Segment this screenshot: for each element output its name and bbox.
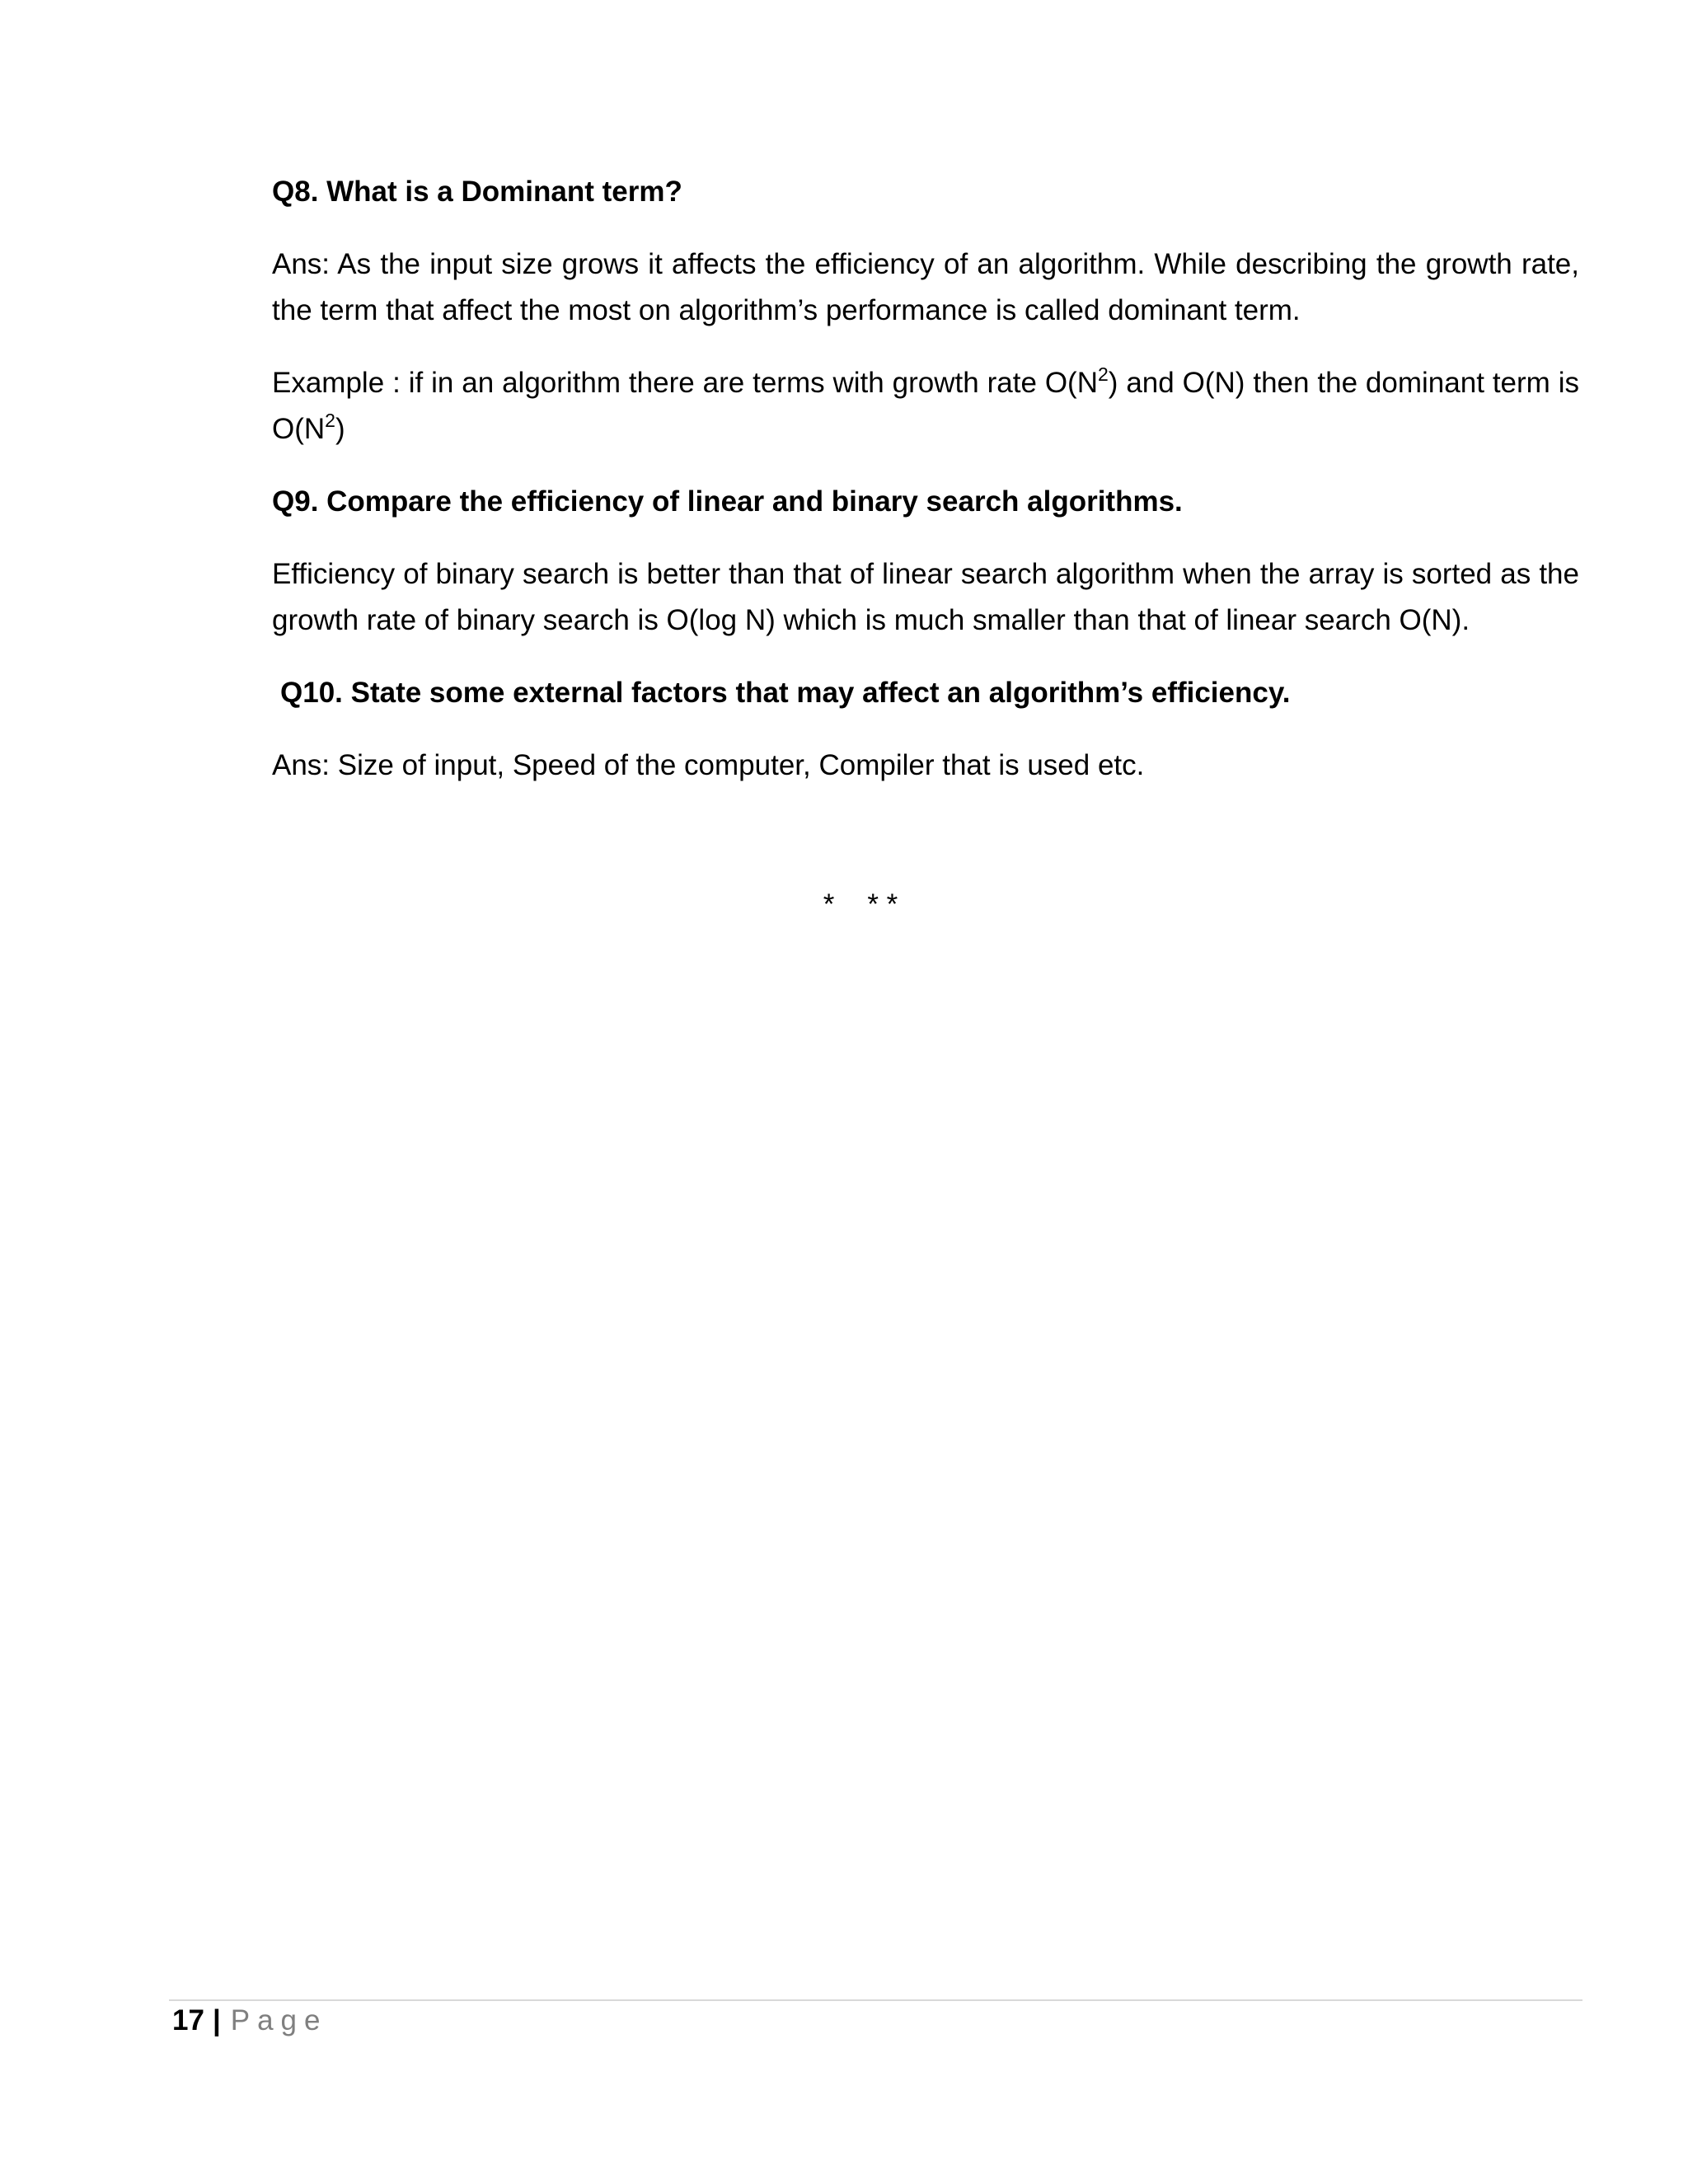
superscript-exponent: 2	[1097, 363, 1109, 385]
question-10-heading: Q10. State some external factors that may affect an algorithm’s efficiency.	[280, 677, 1291, 709]
example-text-part-1: Example : if in an algorithm there are terms with growth rate O(N	[272, 367, 1098, 399]
example-text-part-2: ) and O(N) then the dominant term is O(N	[272, 367, 1579, 445]
superscript-exponent: 2	[325, 410, 335, 431]
question-10-answer: Ans: Size of input, Speed of the computer, Compiler that is used etc.	[272, 749, 1145, 781]
question-8-answer: Ans: As the input size grows it affects the efficiency of an algorithm. While describing the growth rate, the term that affect the most on algorithm’s performance is called dominant term.	[272, 248, 1579, 326]
example-text-part-3: )	[335, 413, 345, 445]
separator-stars: * *	[867, 888, 898, 921]
footer-divider: |	[212, 2004, 221, 2036]
footer-rule	[169, 1999, 1582, 2001]
question-8-example	[272, 360, 1579, 452]
question-9-heading: Q9. Compare the efficiency of linear and binary search algorithms.	[272, 485, 1183, 518]
question-8-heading: Q8. What is a Dominant term?	[272, 176, 682, 208]
page-footer	[172, 1998, 327, 2044]
page-content	[272, 169, 1579, 815]
page-label: Page	[230, 2004, 328, 2036]
separator-star: *	[823, 888, 835, 921]
page-number: 17	[172, 2004, 204, 2036]
section-separator	[0, 882, 1688, 928]
question-9-answer: Efficiency of binary search is better than that of linear search algorithm when the array is sorted as the growth rate of binary search is O(log N) which is much smaller than that of linear search O(N).	[272, 558, 1579, 636]
